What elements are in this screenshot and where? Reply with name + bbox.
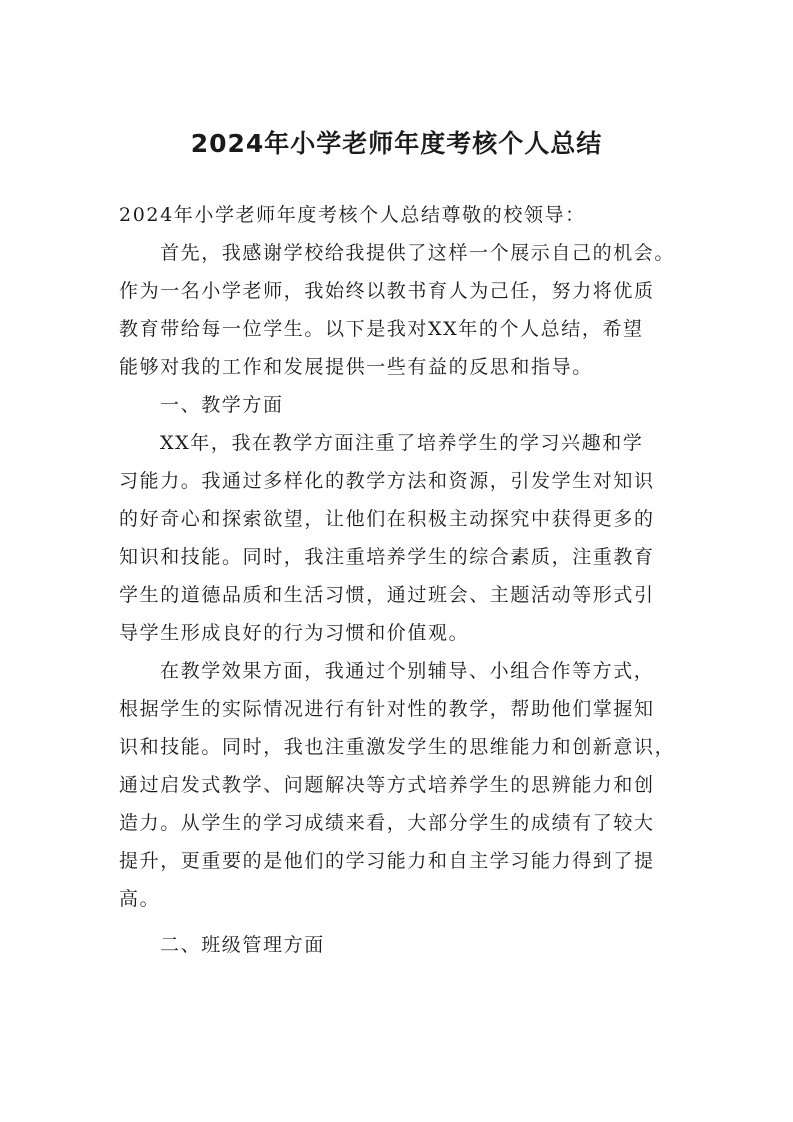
text-line: 在教学效果方面，我通过个别辅导、小组合作等方式， — [160, 660, 655, 682]
text-line: 知识和技能。同时，我注重培养学生的综合素质，注重教育 — [119, 546, 655, 568]
text-line: 提升，更重要的是他们的学习能力和自主学习能力得到了提 — [119, 850, 655, 872]
text-line: 习能力。我通过多样化的教学方法和资源，引发学生对知识 — [119, 470, 655, 492]
text-line: 2024年小学老师年度考核个人总结尊敬的校领导： — [119, 204, 586, 226]
document-title: 2024年小学老师年度考核个人总结 — [190, 129, 603, 158]
text-line: 的好奇心和探索欲望，让他们在积极主动探究中获得更多的 — [119, 508, 655, 530]
text-line: 导学生形成良好的行为习惯和价值观。 — [119, 622, 470, 644]
text-line: 通过启发式教学、问题解决等方式培养学生的思辨能力和创 — [119, 774, 655, 796]
text-line: 作为一名小学老师，我始终以教书育人为己任，努力将优质 — [119, 280, 655, 302]
text-line: 二、班级管理方面 — [160, 934, 325, 956]
text-line: 造力。从学生的学习成绩来看，大部分学生的成绩有了较大 — [119, 812, 655, 834]
text-line: XX年，我在教学方面注重了培养学生的学习兴趣和学 — [160, 432, 644, 454]
text-line: 教育带给每一位学生。以下是我对XX年的个人总结，希望 — [119, 318, 644, 340]
text-line: 高。 — [119, 888, 161, 910]
text-line: 一、教学方面 — [160, 394, 284, 416]
text-line: 能够对我的工作和发展提供一些有益的反思和指导。 — [119, 356, 593, 378]
text-line: 首先，我感谢学校给我提供了这样一个展示自己的机会。 — [160, 242, 676, 264]
text-line: 学生的道德品质和生活习惯，通过班会、主题活动等形式引 — [119, 584, 655, 606]
text-line: 根据学生的实际情况进行有针对性的教学，帮助他们掌握知 — [119, 698, 655, 720]
document-body — [119, 196, 679, 964]
text-line: 识和技能。同时，我也注重激发学生的思维能力和创新意识， — [119, 736, 676, 758]
